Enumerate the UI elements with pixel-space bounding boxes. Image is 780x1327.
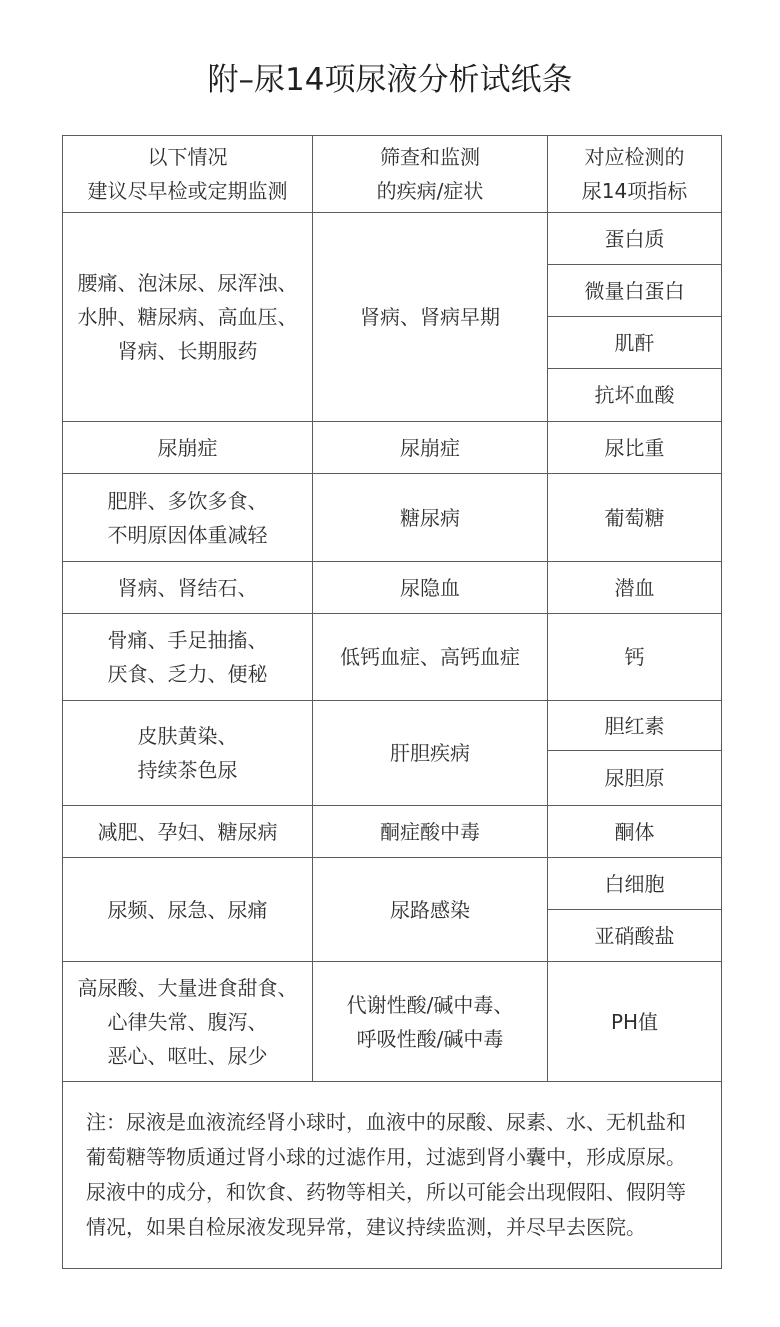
condition-line: 恶心、呕吐、尿少 [107, 1043, 268, 1068]
condition-line: 骨痛、手足抽搐、 [107, 628, 268, 652]
indicator-label: 酮体 [614, 819, 655, 844]
urinalysis-table [62, 135, 722, 1269]
table-header-row [63, 136, 722, 213]
condition-line: 高尿酸、大量进食甜食、 [77, 975, 298, 1000]
disease-line: 酮症酸中毒 [380, 819, 480, 844]
header-diseases-line: 筛查和监测 [380, 145, 480, 169]
indicator-cell [548, 806, 722, 858]
disease-line: 糖尿病 [400, 505, 460, 530]
indicator-label: 尿胆原 [604, 766, 665, 790]
indicator-cell [548, 701, 722, 751]
condition-line: 尿崩症 [157, 435, 218, 460]
note-line: 注：尿液是血液流经肾小球时，血液中的尿酸、尿素、水、无机盐和 [86, 1110, 686, 1134]
conditions-cell [63, 422, 313, 474]
disease-line: 肝胆疾病 [390, 741, 470, 765]
header-conditions-line: 建议尽早检或定期监测 [87, 179, 288, 203]
condition-line: 肥胖、多饮多食、 [107, 488, 268, 513]
indicator-label: 抗坏血酸 [594, 383, 675, 407]
header-indicators-line: 对应检测的 [584, 145, 685, 169]
condition-line: 皮肤黄染、 [137, 724, 238, 748]
conditions-cell [63, 701, 313, 806]
disease-cell [313, 213, 548, 422]
indicator-label: 肌酐 [614, 330, 655, 355]
indicator-cell [548, 614, 722, 701]
indicator-label: 胆红素 [604, 713, 665, 738]
condition-line: 水肿、糖尿病、高血压、 [77, 305, 298, 329]
condition-line: 减肥、孕妇、糖尿病 [97, 819, 278, 844]
conditions-cell [63, 213, 313, 422]
note-line: 情况，如果自检尿液发现异常，建议持续监测，并尽早去医院。 [86, 1215, 646, 1239]
header-diseases-line: 的疾病/症状 [376, 179, 484, 203]
disease-cell [313, 701, 548, 806]
page-title: 附–尿14项尿液分析试纸条 [207, 62, 573, 98]
indicator-cell [548, 369, 722, 422]
disease-line: 尿路感染 [390, 897, 470, 922]
indicator-cell [548, 265, 722, 317]
indicator-cell [548, 751, 722, 806]
condition-line: 不明原因体重减轻 [107, 522, 268, 547]
indicator-label: 潜血 [614, 575, 655, 600]
table-row [63, 614, 722, 701]
header-indicators-cell [548, 136, 722, 213]
condition-line: 肾病、长期服药 [117, 339, 258, 363]
disease-cell [313, 422, 548, 474]
condition-line: 心律失常、腹泻、 [107, 1009, 268, 1034]
indicator-cell [548, 910, 722, 962]
table-row [63, 962, 722, 1082]
conditions-cell [63, 474, 313, 562]
disease-line: 尿隐血 [400, 575, 460, 600]
disease-cell [313, 562, 548, 614]
disease-line: 低钙血症、高钙血症 [340, 645, 520, 669]
header-conditions-cell [63, 136, 313, 213]
disease-cell [313, 962, 548, 1082]
condition-line: 厌食、乏力、便秘 [107, 662, 268, 686]
indicator-label: 微量白蛋白 [584, 278, 685, 303]
condition-line: 肾病、肾结石、 [117, 575, 258, 600]
table-row [63, 213, 722, 265]
conditions-cell [63, 858, 313, 962]
disease-line: 肾病、肾病早期 [360, 305, 500, 329]
condition-line: 持续茶色尿 [137, 758, 238, 782]
indicator-label: PH值 [610, 1009, 659, 1034]
conditions-cell [63, 562, 313, 614]
indicator-label: 葡萄糖 [604, 505, 665, 530]
indicator-cell [548, 422, 722, 474]
table-row [63, 806, 722, 858]
note-line: 尿液中的成分，和饮食、药物等相关，所以可能会出现假阳、假阴等 [86, 1180, 686, 1204]
table-row [63, 562, 722, 614]
header-indicators-line: 尿14项指标 [581, 179, 688, 203]
conditions-cell [63, 806, 313, 858]
header-conditions-line: 以下情况 [147, 145, 228, 169]
indicator-cell [548, 562, 722, 614]
indicator-label: 白细胞 [604, 871, 665, 896]
table-row [63, 858, 722, 910]
conditions-cell [63, 962, 313, 1082]
disease-cell [313, 858, 548, 962]
disease-cell [313, 614, 548, 701]
note-row [63, 1082, 722, 1269]
condition-line: 腰痛、泡沫尿、尿浑浊、 [77, 271, 298, 295]
table-row [63, 474, 722, 562]
disease-line: 尿崩症 [400, 435, 460, 460]
disease-line: 代谢性酸/碱中毒、 [346, 992, 514, 1017]
header-diseases-cell [313, 136, 548, 213]
note-line: 葡萄糖等物质通过肾小球的过滤作用，过滤到肾小囊中，形成原尿。 [86, 1145, 686, 1169]
disease-line: 呼吸性酸/碱中毒 [356, 1026, 504, 1051]
table-row [63, 422, 722, 474]
indicator-label: 蛋白质 [604, 226, 665, 251]
indicator-cell [548, 858, 722, 910]
note-cell [63, 1082, 722, 1269]
disease-cell [313, 806, 548, 858]
indicator-label: 钙 [624, 645, 645, 669]
indicator-label: 尿比重 [604, 435, 665, 460]
conditions-cell [63, 614, 313, 701]
disease-cell [313, 474, 548, 562]
indicator-cell [548, 474, 722, 562]
condition-line: 尿频、尿急、尿痛 [107, 897, 268, 922]
indicator-cell [548, 962, 722, 1082]
indicator-label: 亚硝酸盐 [594, 923, 675, 948]
indicator-cell [548, 317, 722, 369]
indicator-cell [548, 213, 722, 265]
table-row [63, 701, 722, 751]
